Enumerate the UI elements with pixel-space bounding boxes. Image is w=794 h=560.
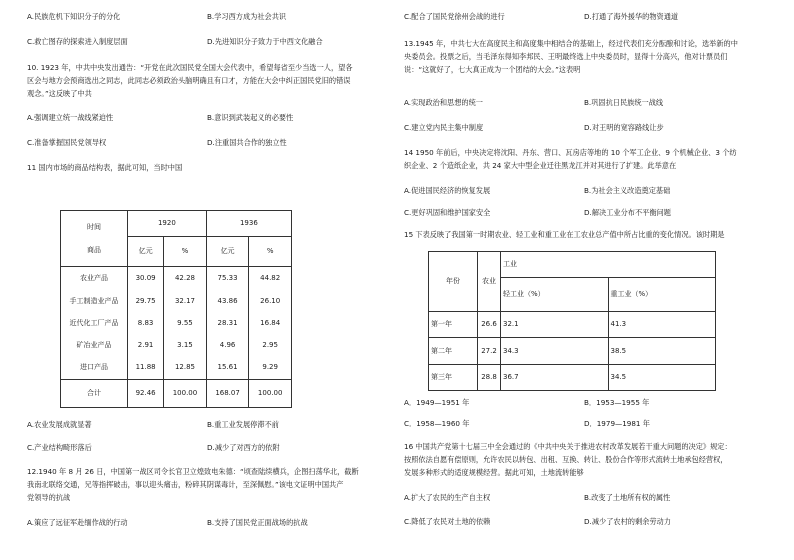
- q11-row-name: 手工制造业产品: [61, 290, 128, 312]
- q11-cell: 3.15: [164, 334, 207, 356]
- q15-option-d: D．1979—1981 年: [584, 419, 650, 428]
- q15-light-header: 轻工业（%）: [501, 278, 609, 312]
- q11-option-b: B.重工业发展停滞不前: [207, 420, 279, 429]
- q13-stem-line3: 说：“这就好了，七大真正成为一个团结的大会。”这表明: [404, 65, 581, 74]
- q11-option-a: A.农业发展成就显著: [27, 420, 92, 429]
- q11-total-cell: 92.46: [128, 380, 164, 408]
- q11-cell: 15.61: [206, 356, 249, 379]
- q10-option-b: B.意识到武装起义的必要性: [207, 113, 294, 122]
- q16-stem-line2: 按照依法自愿有偿原则，允许农民以转包、出租、互换、转让、股份合作等形式流转土地承包经营权，: [404, 455, 728, 464]
- q11-cell: 32.17: [164, 290, 207, 312]
- q12-option-c: C.配合了国民党徐州会战的进行: [404, 12, 505, 21]
- q10-option-d: D.注重国共合作的独立性: [207, 138, 287, 147]
- q11-cell: 11.88: [128, 356, 164, 379]
- q11-row-name: 农业产品: [61, 267, 128, 290]
- q11-cell: 9.29: [249, 356, 292, 379]
- q15-cell: 38.5: [608, 338, 716, 364]
- table-row: [61, 380, 292, 408]
- q15-cell: 28.8: [478, 364, 501, 390]
- q16-stem-line1: 16 中国共产党第十七届三中全会通过的《中共中央关于推进农村改革发展若干重大问题的决定》规定：: [404, 442, 732, 451]
- table-row: [61, 312, 292, 334]
- q11-row-name: 矿冶业产品: [61, 334, 128, 356]
- q15-industry-header: 工业: [501, 252, 716, 278]
- q11-cell: 8.83: [128, 312, 164, 334]
- q11-cell: 43.86: [206, 290, 249, 312]
- q13-option-b: B.巩固抗日民族统一战线: [584, 98, 664, 107]
- q11-total-cell: 100.00: [164, 380, 207, 408]
- q12-stem-line1: 12.1940 年 8 月 26 日，中国第一战区司令长官卫立煌致电朱德：“顷查陆续横兵，企图扫荡华北，截断: [27, 467, 359, 476]
- q11-cell: 4.96: [206, 334, 249, 356]
- q11-unit-pct-1: %: [164, 237, 207, 267]
- q11-row-name: 进口产品: [61, 356, 128, 379]
- q15-year-cell: 第二年: [429, 338, 478, 364]
- table-row: [61, 267, 292, 290]
- q14-option-b: B.为社会主义改造奠定基础: [584, 186, 671, 195]
- q11-cell: 2.95: [249, 334, 292, 356]
- q12-stem-line3: 党领导的抗战: [27, 493, 71, 502]
- q10-stem-line1: 10. 1923 年，中共中央发出通告：“开党在此次国民党全国大会代表中，希望每省至少当选一人，望各: [27, 63, 353, 72]
- table-row: [429, 338, 716, 364]
- q11-cell: 44.82: [249, 267, 292, 290]
- q15-output-table: [428, 251, 716, 391]
- q15-option-b: B．1953—1955 年: [584, 398, 650, 407]
- q13-option-a: A.实现政治和思想的统一: [404, 98, 483, 107]
- q16-option-c: C.降低了农民对土地的依赖: [404, 517, 491, 526]
- q11-cell: 12.85: [164, 356, 207, 379]
- q11-unit-yi-1: 亿元: [128, 237, 164, 267]
- q11-cell: 2.91: [128, 334, 164, 356]
- q11-year2-header: 1936: [206, 211, 291, 237]
- q11-cell: 30.09: [128, 267, 164, 290]
- q11-total-label: 合计: [61, 380, 128, 408]
- q11-header-corner: [61, 211, 128, 267]
- q10-stem-line2: 区会与地方会预商选出之同志，此同志必须政治头脑明确且有口才，方能在大会中纠正国民党旧的错误: [27, 76, 351, 85]
- q11-option-d: D.减少了对西方的依附: [207, 443, 280, 452]
- q15-heavy-header: 重工业（%）: [608, 278, 716, 312]
- q15-cell: 26.6: [478, 312, 501, 338]
- q9-option-c: C.救亡图存的探索进入制度层面: [27, 37, 128, 46]
- q16-option-d: D.减少了农村的剩余劳动力: [584, 517, 671, 526]
- q11-market-table: [60, 210, 292, 408]
- q11-unit-pct-2: %: [249, 237, 292, 267]
- table-row: [429, 312, 716, 338]
- q13-option-d: D.对王明的宽容路线让步: [584, 123, 664, 132]
- q9-option-b: B.学习西方成为社会共识: [207, 12, 287, 21]
- q14-option-a: A.促进国民经济的恢复发展: [404, 186, 491, 195]
- q11-time-label: 时间: [87, 222, 101, 231]
- q11-cell: 28.31: [206, 312, 249, 334]
- q11-option-c: C.产业结构畸形落后: [27, 443, 92, 452]
- q11-unit-yi-2: 亿元: [206, 237, 249, 267]
- q11-total-cell: 100.00: [249, 380, 292, 408]
- q11-cell: 75.33: [206, 267, 249, 290]
- q11-total-cell: 168.07: [206, 380, 249, 408]
- q15-cell: 27.2: [478, 338, 501, 364]
- q15-year-header: 年份: [429, 252, 478, 312]
- table-row: [429, 364, 716, 390]
- table-row: [61, 334, 292, 356]
- q14-option-c: C.更好巩固和维护国家安全: [404, 208, 491, 217]
- q11-item-label: 商品: [87, 245, 101, 254]
- q11-stem: 11 国内市场的商品结构表，据此可知，当时中国: [27, 163, 183, 172]
- q15-option-a: A．1949—1951 年: [404, 398, 470, 407]
- q12-stem-line2: 我南北联络交通，兄等指挥破击，事以迎头痛击，粉碎其阴谋毒计，至深佩慰。”该电文证明中国共产: [27, 480, 344, 489]
- q15-agri-header: 农业: [478, 252, 501, 312]
- q11-year1-header: 1920: [128, 211, 207, 237]
- q16-option-a: A.扩大了农民的生产自主权: [404, 493, 491, 502]
- q9-option-d: D.先进知识分子致力于中西文化融合: [207, 37, 323, 46]
- q15-year-cell: 第三年: [429, 364, 478, 390]
- q9-option-a: A.民族危机下知识分子的分化: [27, 12, 121, 21]
- q10-stem-line3: 观念。”这反映了中共: [27, 89, 92, 98]
- q15-stem: 15 下表反映了我国第一时期农业、轻工业和重工业在工农业总产值中所占比重的变化情况。该时期是: [404, 230, 725, 239]
- q13-stem-line1: 13.1945 年，中共七大在高度民主和高度集中相结合的基础上，经过代表们充分酝酿和讨论，选举新的中: [404, 39, 738, 48]
- q11-cell: 42.28: [164, 267, 207, 290]
- q15-cell: 32.1: [501, 312, 609, 338]
- q12-option-b: B.支持了国民党正面战场的抗战: [207, 518, 308, 527]
- q16-option-b: B.改变了土地所有权的属性: [584, 493, 671, 502]
- q11-cell: 29.75: [128, 290, 164, 312]
- q11-row-name: 近代化工厂产品: [61, 312, 128, 334]
- q12-option-d: D.打通了海外援华的物资通道: [584, 12, 679, 21]
- table-row: [61, 290, 292, 312]
- q16-stem-line3: 发展多种形式的适度规模经营。据此可知，土地流转能够: [404, 468, 584, 477]
- q14-stem-line2: 织企业、2 个造纸企业，共 24 家大中型企业迁往黑龙江并对其进行了扩建。此举意在: [404, 161, 677, 170]
- q15-cell: 36.7: [501, 364, 609, 390]
- q11-cell: 9.55: [164, 312, 207, 334]
- table-row: [61, 356, 292, 379]
- q15-cell: 34.3: [501, 338, 609, 364]
- q10-option-a: A.强调建立统一战线紧迫性: [27, 113, 114, 122]
- q13-option-c: C.建立党内民主集中制度: [404, 123, 484, 132]
- q15-option-c: C．1958—1960 年: [404, 419, 470, 428]
- q11-cell: 26.10: [249, 290, 292, 312]
- q15-year-cell: 第一年: [429, 312, 478, 338]
- q13-stem-line2: 央委员会。投票之后，当毛泽东得知李邦民、王明最终选上中央委员时，显得十分高兴，他对计票员们: [404, 52, 728, 61]
- q14-stem-line1: 14 1950 年前后，中央决定将沈阳、丹东、营口、瓦房店等地的 10 个军工企业、9 个机械企业、3 个纺: [404, 148, 737, 157]
- q10-option-c: C.准备掌握国民党领导权: [27, 138, 107, 147]
- q15-cell: 41.3: [608, 312, 716, 338]
- q11-cell: 16.84: [249, 312, 292, 334]
- q15-cell: 34.5: [608, 364, 716, 390]
- q14-option-d: D.解决工业分布不平衡问题: [584, 208, 671, 217]
- q12-option-a: A.策应了远征军赴缅作战的行动: [27, 518, 128, 527]
